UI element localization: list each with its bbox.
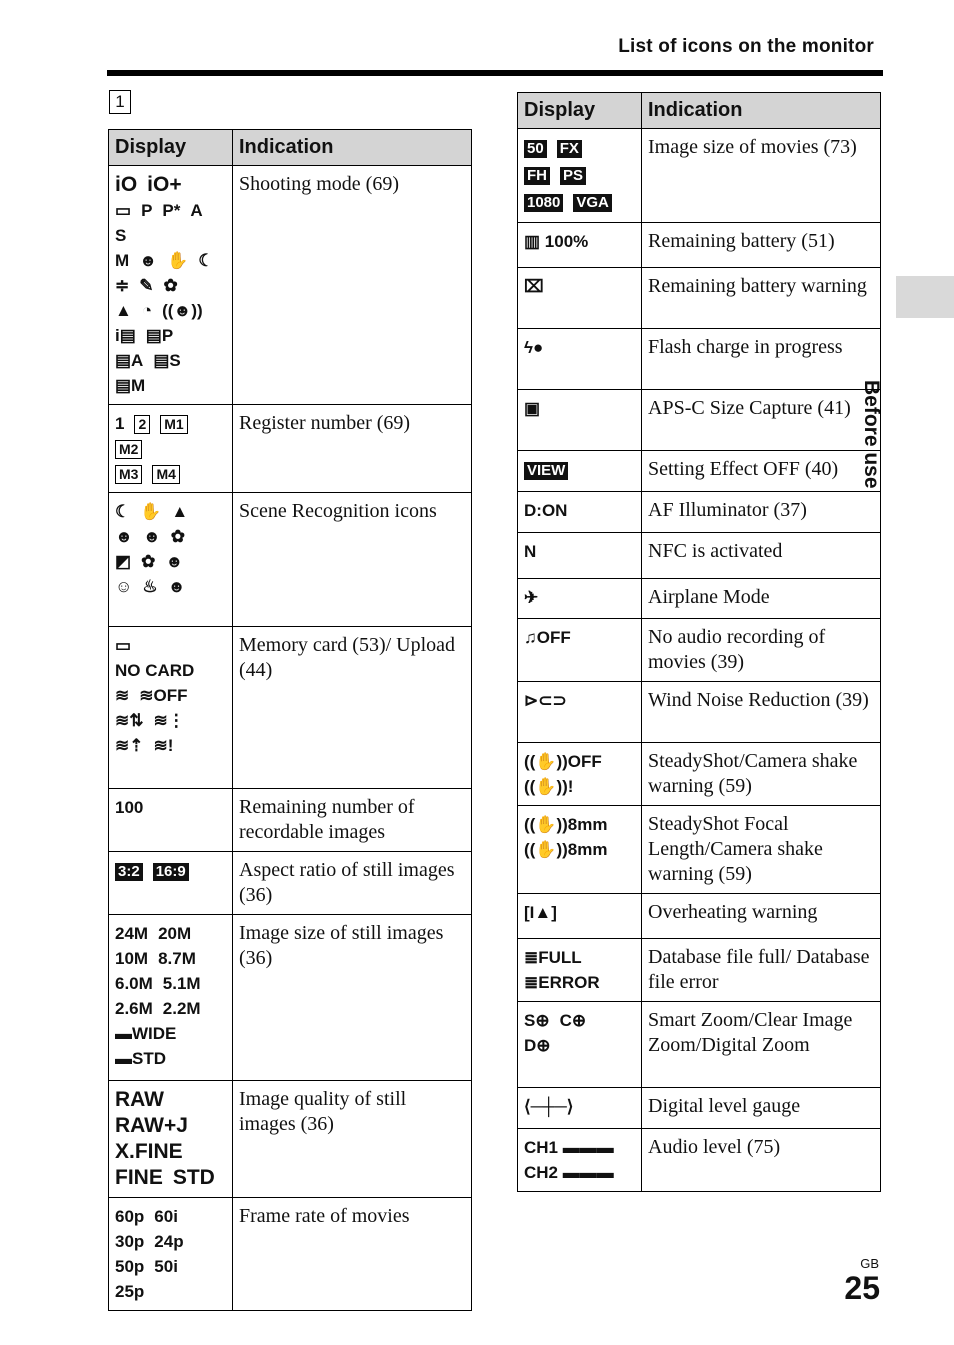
display-icon: ♨ <box>142 577 158 596</box>
display-icons-cell <box>109 915 233 1081</box>
indication-cell: Image quality of still images (36) <box>233 1081 472 1198</box>
display-icon: ≋ <box>115 686 130 705</box>
display-icon: ≑ <box>115 276 130 295</box>
icon-line <box>115 996 226 1021</box>
icon-line <box>524 539 635 564</box>
icon-line <box>524 812 635 837</box>
icon-line <box>524 1135 635 1160</box>
display-icon: 1 <box>115 414 125 433</box>
icon-line <box>524 189 635 216</box>
display-icon: 6.0M <box>115 974 153 993</box>
indication-cell: SteadyShot Focal Length/Camera shake warning (59) <box>642 806 881 894</box>
indication-cell: Aspect ratio of still images (36) <box>233 852 472 915</box>
display-icon: 3:2 <box>115 863 143 881</box>
display-icon: CH2 ▬▬▬ <box>524 1163 614 1182</box>
display-icon: ▣ <box>524 399 541 418</box>
display-icons-cell <box>518 223 642 268</box>
icon-line <box>115 461 226 486</box>
icon-line <box>115 1165 226 1191</box>
indication-cell: Remaining number of recordable images <box>233 789 472 852</box>
display-icons-cell <box>109 789 233 852</box>
display-icons-cell <box>518 533 642 579</box>
display-icon: ▭ <box>115 201 132 220</box>
icon-line <box>524 457 635 484</box>
indication-cell: Register number (69) <box>233 405 472 493</box>
display-icons-cell <box>518 329 642 390</box>
table-row <box>518 682 881 743</box>
display-icon: ⊳⊂⊃ <box>524 691 567 710</box>
display-icon: iO <box>115 173 138 196</box>
icon-line <box>115 172 226 198</box>
table-row <box>109 627 472 789</box>
icon-line <box>115 1087 226 1113</box>
display-icon: 2.6M <box>115 999 153 1018</box>
table-row <box>109 915 472 1081</box>
display-icon: ≣FULL <box>524 948 582 967</box>
table-row <box>518 579 881 619</box>
icon-line <box>115 373 226 398</box>
display-icon: VIEW <box>524 462 568 480</box>
display-icon: RAW+J <box>115 1114 188 1137</box>
display-icon: C⊕ <box>559 1011 587 1030</box>
display-icon: 2 <box>134 415 150 434</box>
display-icons-cell <box>518 682 642 743</box>
icon-line <box>115 298 226 323</box>
display-icon: FINE <box>115 1166 163 1189</box>
table-row <box>518 268 881 329</box>
column-header-display: Display <box>109 130 233 166</box>
display-icon: ▤P <box>145 326 174 345</box>
display-icon: NO CARD <box>115 661 195 680</box>
icon-line <box>115 574 226 599</box>
indication-cell: Wind Noise Reduction (39) <box>642 682 881 743</box>
icon-line <box>115 858 226 885</box>
table-row <box>518 129 881 223</box>
display-icon: 8.7M <box>158 949 196 968</box>
table-row <box>518 619 881 682</box>
display-icon: 16:9 <box>153 863 189 881</box>
icon-line <box>524 1094 635 1119</box>
display-icon: ✿ <box>141 552 156 571</box>
display-icons-cell <box>518 894 642 939</box>
table-row <box>109 493 472 627</box>
display-icon: 100 <box>115 798 144 817</box>
table-row <box>518 894 881 939</box>
icon-line <box>524 749 635 799</box>
display-icon: iO+ <box>147 173 182 196</box>
display-icon: ☻ <box>142 527 161 546</box>
display-icon: ☻ <box>165 552 184 571</box>
display-icons-cell <box>518 579 642 619</box>
icon-line <box>115 921 226 946</box>
icon-line <box>115 795 226 820</box>
display-icon: VGA <box>573 194 612 212</box>
table-row <box>518 451 881 492</box>
display-icon: ⟨─┼─⟩ <box>524 1097 574 1116</box>
side-tab-label: Before use <box>860 380 883 489</box>
icon-line <box>115 1139 226 1165</box>
table-row <box>109 166 472 405</box>
display-icon: FX <box>557 140 582 158</box>
display-icon: ☻ <box>139 251 158 270</box>
display-icon: ✿ <box>170 527 186 546</box>
table-row <box>518 1088 881 1129</box>
display-icon: P <box>141 201 153 220</box>
indication-cell: Frame rate of movies <box>233 1198 472 1311</box>
display-icons-cell <box>518 129 642 223</box>
display-icon: ☻ <box>167 577 186 596</box>
table-row <box>109 405 472 493</box>
display-icon: 25p <box>115 1282 145 1301</box>
display-icon: 20M <box>158 924 192 943</box>
display-icon: 50 <box>524 140 547 158</box>
indication-cell: AF Illuminator (37) <box>642 492 881 533</box>
icon-line <box>115 273 226 298</box>
display-icon: ≋! <box>153 736 174 755</box>
display-icon: 50p <box>115 1257 145 1276</box>
display-icon: ((✋))8mm <box>524 815 608 834</box>
display-icon: 60p <box>115 1207 145 1226</box>
indication-cell: Memory card (53)/ Upload (44) <box>233 627 472 789</box>
table-row <box>109 789 472 852</box>
icon-line <box>524 162 635 189</box>
display-icons-cell <box>518 939 642 1002</box>
table-row <box>518 1002 881 1088</box>
table-row <box>518 223 881 268</box>
display-icon: 1080 <box>524 194 563 212</box>
icon-line <box>524 274 635 299</box>
display-icon: S⊕ <box>524 1011 550 1030</box>
display-icon: M2 <box>115 440 142 459</box>
column-header-indication: Indication <box>642 93 881 129</box>
display-icon: ((✋))8mm <box>524 840 608 859</box>
display-icon: 24M <box>115 924 149 943</box>
table-row <box>518 939 881 1002</box>
display-icon: ▬WIDE <box>115 1024 177 1043</box>
table-row <box>518 390 881 451</box>
page-number: 25 <box>844 1270 880 1306</box>
icon-line <box>115 1046 226 1071</box>
icon-line <box>115 411 226 461</box>
icon-line <box>524 688 635 713</box>
icon-line <box>115 248 226 273</box>
indication-cell: Digital level gauge <box>642 1088 881 1129</box>
icon-line <box>524 945 635 995</box>
display-icon: ▤M <box>115 376 146 395</box>
table-row <box>518 806 881 894</box>
icon-line <box>115 524 226 549</box>
display-icon: ◩ <box>115 552 132 571</box>
indication-cell: Overheating warning <box>642 894 881 939</box>
table-row <box>518 1129 881 1192</box>
display-icon: ϟ● <box>524 338 544 357</box>
display-icons-cell <box>109 1081 233 1198</box>
display-icon: N <box>524 542 537 561</box>
display-icon: i▤ <box>115 326 136 345</box>
display-icons-cell <box>109 166 233 405</box>
display-icon: 30p <box>115 1232 145 1251</box>
icon-line <box>524 335 635 360</box>
display-icons-cell <box>518 619 642 682</box>
column-header-indication: Indication <box>233 130 472 166</box>
display-icon: 2.2M <box>162 999 201 1018</box>
display-icon: ☾ <box>115 502 131 521</box>
indication-cell: Image size of still images (36) <box>233 915 472 1081</box>
display-icon: PS <box>560 167 586 185</box>
table-row <box>109 852 472 915</box>
display-icon: ≋⇅ <box>115 711 144 730</box>
display-icon: ≋⇡ <box>115 736 144 755</box>
display-icons-cell <box>109 493 233 627</box>
display-icon: D:ON <box>524 501 568 520</box>
display-icon: ▥ 100% <box>524 232 589 251</box>
indication-cell: Smart Zoom/Clear Image Zoom/Digital Zoom <box>642 1002 881 1088</box>
indication-cell: Scene Recognition icons <box>233 493 472 627</box>
icon-line <box>524 229 635 254</box>
icon-line <box>524 1033 635 1058</box>
icon-line <box>524 135 635 162</box>
display-icon: S <box>115 226 127 245</box>
display-icons-cell <box>518 492 642 533</box>
display-icon: ♫OFF <box>524 628 571 647</box>
display-icons-cell <box>518 743 642 806</box>
icon-line <box>524 625 635 650</box>
display-icons-cell <box>518 268 642 329</box>
display-icon: M3 <box>115 465 142 484</box>
table-row <box>518 533 881 579</box>
table-row <box>109 1198 472 1311</box>
display-icons-cell <box>518 1002 642 1088</box>
display-icon: ☻ <box>115 527 133 546</box>
icon-line <box>524 498 635 523</box>
icon-line <box>115 708 226 733</box>
display-icons-cell <box>518 390 642 451</box>
indication-cell: SteadyShot/Camera shake warning (59) <box>642 743 881 806</box>
column-header-display: Display <box>518 93 642 129</box>
right-icon-table <box>517 92 881 1192</box>
icon-line <box>115 971 226 996</box>
icon-line <box>524 1160 635 1185</box>
display-icons-cell <box>518 806 642 894</box>
icon-line <box>115 1254 226 1304</box>
section-number-box: 1 <box>109 90 131 114</box>
indication-cell: Remaining battery warning <box>642 268 881 329</box>
display-icon: ✋ <box>167 251 189 270</box>
display-icon: M <box>115 251 130 270</box>
display-icon: 60i <box>154 1207 178 1226</box>
display-icon: M1 <box>160 415 187 434</box>
display-icon: CH1 ▬▬▬ <box>524 1138 614 1157</box>
display-icons-cell <box>518 1129 642 1192</box>
display-icons-cell <box>518 1088 642 1129</box>
icon-line <box>115 658 226 683</box>
header-rule <box>107 70 883 76</box>
running-header-title: List of icons on the monitor <box>618 36 874 57</box>
icon-line <box>115 499 226 524</box>
display-icons-cell <box>109 852 233 915</box>
icon-line <box>524 1008 635 1033</box>
icon-line <box>115 946 226 971</box>
display-icon: ((☻)) <box>162 301 203 320</box>
indication-cell: Database file full/ Database file error <box>642 939 881 1002</box>
display-icon: ✈ <box>524 588 539 607</box>
icon-line <box>524 585 635 610</box>
icon-line <box>115 733 226 758</box>
display-icon: ≋OFF <box>139 686 188 705</box>
display-icon: ((✋))OFF <box>524 752 602 771</box>
display-icons-cell <box>109 1198 233 1311</box>
table-row <box>109 1081 472 1198</box>
display-icon: ✿ <box>163 276 178 295</box>
display-icon: FH <box>524 167 550 185</box>
table-row <box>518 329 881 390</box>
display-icons-cell <box>109 627 233 789</box>
indication-cell: NFC is activated <box>642 533 881 579</box>
indication-cell: Shooting mode (69) <box>233 166 472 405</box>
display-icon: X.FINE <box>115 1140 183 1163</box>
icon-line <box>115 633 226 658</box>
display-icon: ◔ <box>141 301 153 320</box>
display-icon: ▲ <box>171 502 189 521</box>
display-icon: ✎ <box>139 276 154 295</box>
display-icon: ▤A <box>115 351 144 370</box>
icon-line <box>115 1021 226 1046</box>
indication-cell: Flash charge in progress <box>642 329 881 390</box>
display-icon: 24p <box>154 1232 184 1251</box>
icon-line <box>115 683 226 708</box>
display-icon: ▬STD <box>115 1049 166 1068</box>
indication-cell: Audio level (75) <box>642 1129 881 1192</box>
display-icon: A <box>190 201 203 220</box>
indication-cell: Setting Effect OFF (40) <box>642 451 881 492</box>
icon-line <box>524 396 635 421</box>
indication-cell: No audio recording of movies (39) <box>642 619 881 682</box>
display-icon: 50i <box>154 1257 178 1276</box>
display-icons-cell <box>518 451 642 492</box>
display-icon: 5.1M <box>162 974 201 993</box>
side-tab-marker <box>896 276 954 318</box>
icon-line <box>115 323 226 348</box>
table-row <box>518 743 881 806</box>
display-icon: ≋⋮ <box>153 711 185 730</box>
display-icon: ≣ERROR <box>524 973 600 992</box>
icon-line <box>115 549 226 574</box>
indication-cell: Airplane Mode <box>642 579 881 619</box>
indication-cell: Remaining battery (51) <box>642 223 881 268</box>
indication-cell: APS-C Size Capture (41) <box>642 390 881 451</box>
table-row <box>518 492 881 533</box>
display-icon: ▲ <box>115 301 132 320</box>
display-icon: ((✋))! <box>524 777 574 796</box>
display-icon: [I▲] <box>524 903 557 922</box>
icon-line <box>115 198 226 248</box>
icon-line <box>115 348 226 373</box>
icon-line <box>115 1204 226 1254</box>
display-icon: ▭ <box>115 636 132 655</box>
display-icon: D⊕ <box>524 1036 551 1055</box>
display-icon: RAW <box>115 1088 164 1111</box>
icon-line <box>524 900 635 925</box>
icon-line <box>524 837 635 862</box>
display-icons-cell <box>109 405 233 493</box>
display-icon: ▤S <box>153 351 181 370</box>
icon-line <box>115 1113 226 1139</box>
display-icon: STD <box>172 1166 215 1189</box>
display-icon: ☺ <box>115 577 133 596</box>
display-icon: M4 <box>152 465 179 484</box>
footer-region-code: GB <box>860 1256 879 1271</box>
display-icon: ✋ <box>140 502 162 521</box>
indication-cell: Image size of movies (73) <box>642 129 881 223</box>
display-icon: P* <box>162 201 181 220</box>
display-icon: ☾ <box>198 251 214 270</box>
left-icon-table <box>108 129 472 1311</box>
display-icon: 10M <box>115 949 149 968</box>
display-icon: ⌧ <box>524 277 544 296</box>
